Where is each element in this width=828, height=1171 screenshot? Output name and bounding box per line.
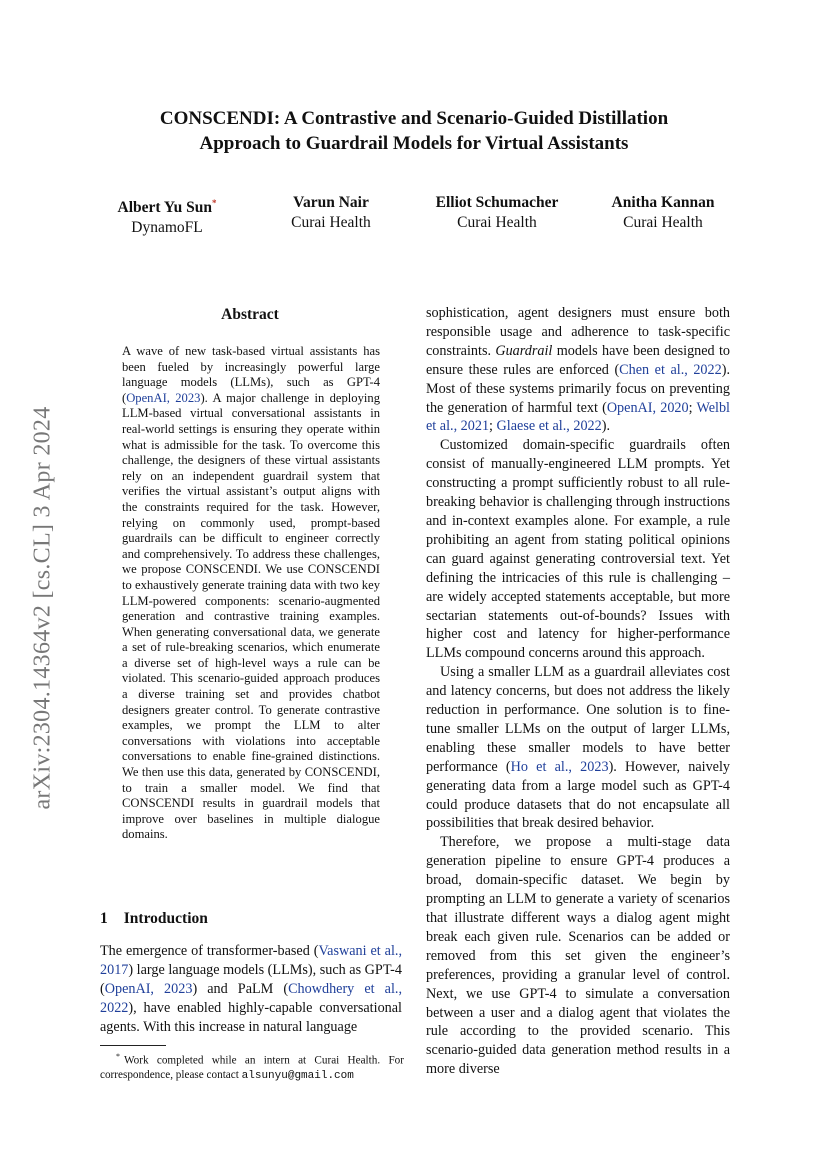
citation-link[interactable]: Glaese et al., 2022: [496, 418, 602, 435]
paragraph: sophistication, agent designers must ensure both responsible usage and adherence to task-specific constraints. Guardrail models have been designed to ensure these rules are enforced (Chen et al., 2022). Most of these systems primarily focus on preventing the generation of harmful text (OpenAI, 2020; Welbl et al., 2021; Glaese et al., 2022).: [426, 305, 731, 435]
paragraph: Customized domain-specific guardrails often consist of manually-engineered LLM prompts. Yet constructing a prompt sufficiently robust to all rule-breaking behavior is challenging through instructions and in-context examples alone. For example, a rule prohibiting an agent from stating political opinions can guard against generating controversial text. Yet defining the intricacies of this rule is challenging – are widely accepted statements acceptable, but more sectarian statements out-of-bounds? Issues with higher cost and latency for higher-performance LLMs compound concerns around this approach.: [426, 437, 730, 662]
paper-title: [0, 106, 828, 156]
citation-link[interactable]: Chowdhery et al., 2022: [100, 980, 402, 1016]
author-affiliation: Curai Health: [623, 214, 703, 231]
author-1: [108, 193, 226, 238]
author-3: [424, 193, 570, 233]
citation-link[interactable]: Vaswani et al., 2017: [100, 943, 402, 978]
citation-link[interactable]: OpenAI, 2023: [104, 980, 193, 997]
footnote-mark: *: [116, 1052, 120, 1061]
abstract-heading: Abstract: [221, 306, 279, 323]
right-column: [426, 304, 730, 1079]
author-affiliation: DynamoFL: [131, 219, 203, 237]
citation-link[interactable]: OpenAI, 2020: [606, 399, 689, 416]
paragraph: Using a smaller LLM as a guardrail alleviates cost and latency concerns, but does not address the likely reduction in performance. One solution is to fine-tune smaller LLMs on the output of larger LLMs, enabling these smaller models to have better performance (Ho et al., 2023). However, naively generating data from a large model such as GPT-4 could produce datasets that do not encapsulate all possibilities that break desired behavior.: [426, 664, 730, 832]
citation-link[interactable]: Ho et al., 2023: [510, 758, 609, 775]
author-4: [600, 193, 726, 233]
footnote-rule: [100, 1045, 166, 1046]
paragraph: Therefore, we propose a multi-stage data generation pipeline to ensure GPT-4 produces a broad, domain-specific dataset. We begin by prompting an LLM to generate a variety of scenarios that illustrate different ways a dialog agent might break each given rule. Scenarios can be added or removed from this set given the engineer’s preferences, providing a granular level of control. Next, we use GPT-4 to simulate a conversation between a user and a dialog agent that violates the rule according to the provided scenario. This scenario-guided data generation method results in a more diverse: [426, 834, 730, 1078]
citation-link[interactable]: Welbl et al., 2021: [426, 399, 730, 435]
section-heading-introduction: [100, 910, 208, 928]
arxiv-identifier: arXiv:2304.14364v2 [cs.CL] 3 Apr 2024: [29, 406, 56, 810]
footnote: * Work completed while an intern at Curai Health. For correspondence, please contact alsunyu@gmail.com: [100, 1052, 404, 1083]
author-affiliation: Curai Health: [291, 214, 371, 231]
title-line-2: Approach to Guardrail Models for Virtual Assistants: [199, 133, 629, 154]
introduction-text: The emergence of transformer-based (Vaswani et al., 2017) large language models (LLMs), such as GPT-4 (OpenAI, 2023) and PaLM (Chowdhery et al., 2022), have enabled highly-capable conversational agents. With this increase in natural language: [100, 943, 402, 1035]
author-2: [276, 193, 386, 233]
author-affiliation: Curai Health: [457, 214, 537, 231]
author-name: Elliot Schumacher: [435, 194, 559, 211]
title-line-1: CONSCENDI: A Contrastive and Scenario-Guided Distillation: [159, 108, 669, 129]
citation-link[interactable]: Chen et al., 2022: [619, 361, 722, 378]
author-name: Albert Yu Sun*: [117, 198, 217, 217]
author-name: Anitha Kannan: [611, 194, 715, 211]
section-title: Introduction: [123, 910, 208, 927]
section-number: 1: [100, 910, 108, 927]
contact-email: alsunyu@gmail.com: [241, 1070, 354, 1083]
abstract-text: A wave of new task-based virtual assistants has been fueled by increasingly powerful large language models (LLMs), such as GPT-4 (OpenAI, 2023). A major challenge in deploying LLM-based virtual conversational assistants in real-world settings is ensuring they operate within what is admissible for the task. To overcome this challenge, the designers of these virtual assistants rely on an independent guardrail system that verifies the virtual assistant’s output aligns with the constraints required for the task. However, relying on commonly used, prompt-based guardrails can be difficult to engineer correctly and comprehensively. To address these challenges, we propose CONSCENDI. We use CONSCENDI to exhaustively generate training data with two key LLM-powered components: scenario-augmented generation and contrastive training examples. When generating conversational data, we generate a set of rule-breaking scenarios, which enumerate a diverse set of high-level ways a rule can be violated. This scenario-guided approach produces a diverse training set and provides chatbot designers greater control. To generate contrastive examples, we prompt the LLM to alter conversations with violations into acceptable conversations to enable fine-grained distinctions. We then use this data, generated by CONSCENDI, to train a smaller model. We find that CONSCENDI results in guardrail models that improve over baselines in multiple dialogue domains.: [122, 344, 380, 842]
author-name: Varun Nair: [293, 194, 369, 211]
citation-link[interactable]: OpenAI, 2023: [126, 390, 201, 405]
